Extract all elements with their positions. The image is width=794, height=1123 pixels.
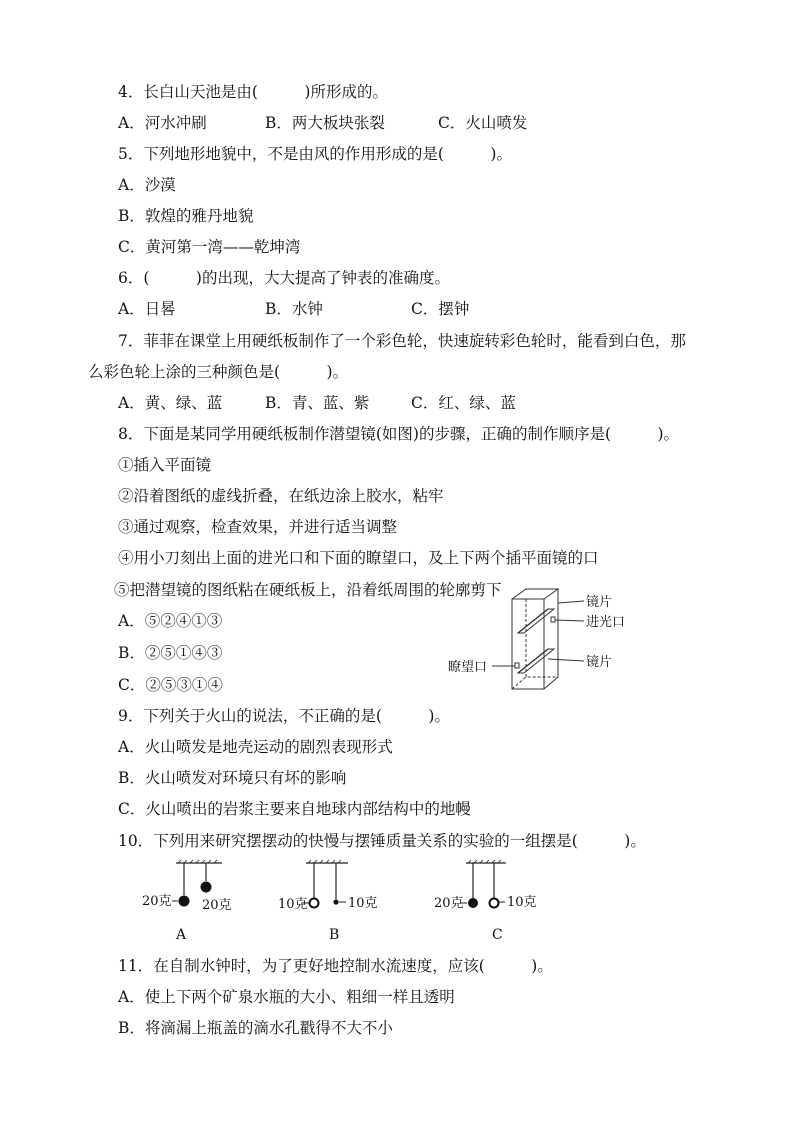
caption-c: C — [492, 927, 503, 943]
weight-b-left: 10克 — [278, 897, 308, 912]
question-9-option-c: C．火山喷出的岩浆主要来自地球内部结构中的地幔 — [118, 800, 471, 818]
weight-b-right: 10克 — [348, 896, 378, 911]
question-11-option-b: B．将滴漏上瓶盖的滴水孔戳得不大不小 — [118, 1019, 393, 1037]
label-inlet: 进光口 — [586, 615, 626, 630]
question-9-option-b: B．火山喷发对环境只有坏的影响 — [118, 769, 347, 787]
question-5-option-b: B．敦煌的雅丹地貌 — [118, 207, 254, 225]
option-a: A．黄、绿、蓝 — [118, 394, 223, 412]
question-6-stem: 6．( )的出现，大大提高了钟表的准确度。 — [118, 269, 450, 287]
question-6-options — [0, 299, 794, 319]
option-b: B．水钟 — [265, 300, 323, 318]
question-9-stem: 9．下列关于火山的说法，不正确的是( )。 — [118, 707, 450, 725]
bob-a-right — [201, 882, 212, 893]
bob-b-right — [333, 899, 338, 904]
bob-b-left — [310, 899, 319, 908]
weight-c-right: 10克 — [507, 895, 537, 910]
label-bottom-mirror: 镜片 — [586, 655, 613, 670]
bob-c-right — [490, 899, 499, 908]
question-11-option-a: A．使上下两个矿泉水瓶的大小、粗细一样且透明 — [118, 988, 455, 1006]
option-c: C．红、绿、蓝 — [411, 394, 516, 412]
question-8-step-2: ②沿着图纸的虚线折叠，在纸边涂上胶水，粘牢 — [118, 487, 444, 505]
question-8-step-5: ⑤把潜望镜的图纸粘在硬纸板上，沿着纸周围的轮廓剪下 — [114, 581, 502, 599]
question-11-stem: 11．在自制水钟时，为了更好地控制水流速度，应该( )。 — [118, 957, 553, 975]
question-8-option-b: B．②⑤①④③ — [118, 644, 223, 662]
option-a: A．日晷 — [118, 300, 176, 318]
question-7-options — [0, 393, 794, 413]
weight-a-right: 20克 — [202, 898, 232, 913]
weight-c-left: 20克 — [434, 896, 464, 911]
question-7-stem-line2: 么彩色轮上涂的三种颜色是( )。 — [88, 363, 349, 381]
question-8-step-1: ①插入平面镜 — [118, 456, 212, 474]
question-8-stem: 8．下面是某同学用硬纸板制作潜望镜(如图)的步骤，正确的制作顺序是( )。 — [118, 425, 680, 443]
question-4-options — [0, 113, 794, 133]
question-5-option-a: A．沙漠 — [118, 176, 176, 194]
question-8-option-c: C．②⑤③①④ — [118, 676, 223, 694]
question-5-option-c: C．黄河第一湾——乾坤湾 — [118, 238, 301, 256]
question-8-step-3: ③通过观察，检查效果，并进行适当调整 — [118, 518, 398, 536]
caption-a: A — [176, 927, 187, 943]
option-b: B．两大板块张裂 — [265, 114, 385, 132]
option-c: C．摆钟 — [411, 300, 470, 318]
pendulum-figure — [130, 855, 560, 950]
option-a: A．河水冲刷 — [118, 114, 207, 132]
periscope-figure — [440, 585, 670, 695]
question-8-option-a: A．⑤②④①③ — [118, 612, 223, 630]
label-eyepiece: 瞭望口 — [448, 660, 488, 675]
question-7-stem-line1: 7．菲菲在课堂上用硬纸板制作了一个彩色轮，快速旋转彩色轮时，能看到白色，那 — [118, 332, 686, 350]
question-5-stem: 5．下列地形地貌中，不是由风的作用形成的是( )。 — [118, 145, 512, 163]
question-10-stem: 10．下列用来研究摆摆动的快慢与摆锤质量关系的实验的一组摆是( )。 — [118, 832, 646, 850]
weight-a-left: 20克 — [142, 894, 172, 909]
question-9-option-a: A．火山喷发是地壳运动的剧烈表现形式 — [118, 738, 393, 756]
option-b: B．青、蓝、紫 — [265, 394, 370, 412]
bob-c-left — [468, 898, 478, 908]
question-8-step-4: ④用小刀刻出上面的进光口和下面的瞭望口，及上下两个插平面镜的口 — [118, 549, 599, 567]
question-4-stem: 4．长白山天池是由( )所形成的。 — [118, 83, 388, 101]
bob-a-left — [179, 896, 190, 907]
label-top-mirror: 镜片 — [586, 595, 613, 610]
option-c: C．火山喷发 — [438, 114, 528, 132]
caption-b: B — [329, 927, 340, 943]
